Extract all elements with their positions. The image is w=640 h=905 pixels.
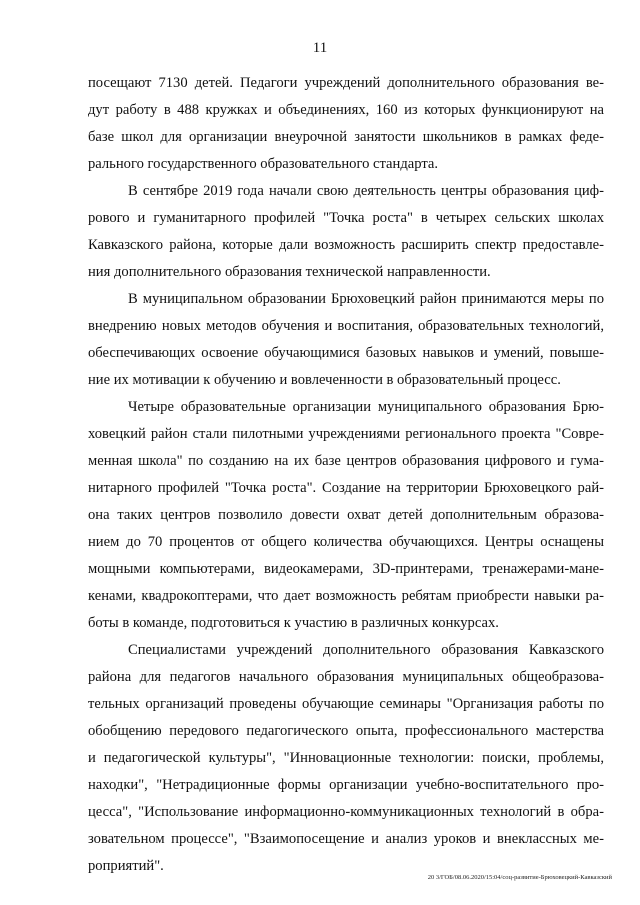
text-line: менная школа" по созданию на их базе центров образования цифрового и гума-: [88, 453, 604, 469]
text-line: Кавказского района, которые дали возможность расширить спектр предоставле-: [88, 237, 604, 253]
text-line: дут работу в 488 кружках и объединениях, 160 из которых функционируют на: [88, 102, 604, 118]
text-line: В муниципальном образовании Брюховецкий район принимаются меры по: [128, 291, 604, 307]
text-line: Четыре образовательные организации муниципального образования Брю-: [128, 399, 604, 415]
text-line: внедрению новых методов обучения и воспитания, образовательных технологий,: [88, 318, 604, 334]
text-line: рального государственного образовательного стандарта.: [88, 156, 439, 172]
text-line: рового и гуманитарного профилей "Точка роста" в четырех сельских школах: [88, 210, 604, 226]
text-line: базе школ для организации внеурочной занятости школьников в рамках феде-: [88, 129, 604, 145]
text-line: посещают 7130 детей. Педагоги учреждений дополнительного образования ве-: [88, 75, 604, 91]
page-number: 11: [312, 40, 328, 56]
text-line: нием до 70 процентов от общего количества обучающихся. Центры оснащены: [88, 534, 604, 550]
text-line: нитарного профилей "Точка роста". Создание на территории Брюховецкого рай-: [88, 480, 604, 496]
text-line: района для педагогов начального образования муниципальных общеобразова-: [88, 669, 604, 685]
text-line: роприятий".: [88, 858, 164, 874]
text-line: В сентябре 2019 года начали свою деятельность центры образования циф-: [128, 183, 604, 199]
text-line: кенами, квадрокоптерами, что дает возможность ребятам приобрести навыки ра-: [88, 588, 604, 604]
text-line: ние их мотивации к обучению и вовлеченности в образовательный процесс.: [88, 372, 561, 388]
text-line: находки", "Нетрадиционные формы организации учебно-воспитательного про-: [88, 777, 604, 793]
text-line: и педагогической культуры", "Инновационные технологии: поиски, проблемы,: [88, 750, 604, 766]
text-line: цесса", "Использование информационно-коммуникационных технологий в обра-: [88, 804, 604, 820]
text-line: обобщению передового педагогического опыта, профессионального мастерства: [88, 723, 604, 739]
text-line: тельных организаций проведены обучающие семинары "Организация работы по: [88, 696, 604, 712]
text-line: ховецкий район стали пилотными учреждениями регионального проекта "Совре-: [88, 426, 604, 442]
text-line: мощными компьютерами, видеокамерами, 3D-принтерами, тренажерами-мане-: [88, 561, 604, 577]
footer-stamp: 20 3/ГОБ/08.06.2020/15:04/соц-развитие-Брюховецкий-Кавказский: [427, 874, 612, 881]
text-line: Специалистами учреждений дополнительного образования Кавказского: [128, 642, 604, 658]
text-line: ния дополнительного образования технической направленности.: [88, 264, 491, 280]
text-line: она таких центров позволило довести охват детей дополнительным образова-: [88, 507, 604, 523]
text-line: зовательном процессе", "Взаимопосещение и анализ уроков и внеклассных ме-: [88, 831, 604, 847]
text-line: обеспечивающих освоение обучающимися базовых навыков и умений, повыше-: [88, 345, 604, 361]
text-line: боты в команде, подготовиться к участию в различных конкурсах.: [88, 615, 499, 631]
